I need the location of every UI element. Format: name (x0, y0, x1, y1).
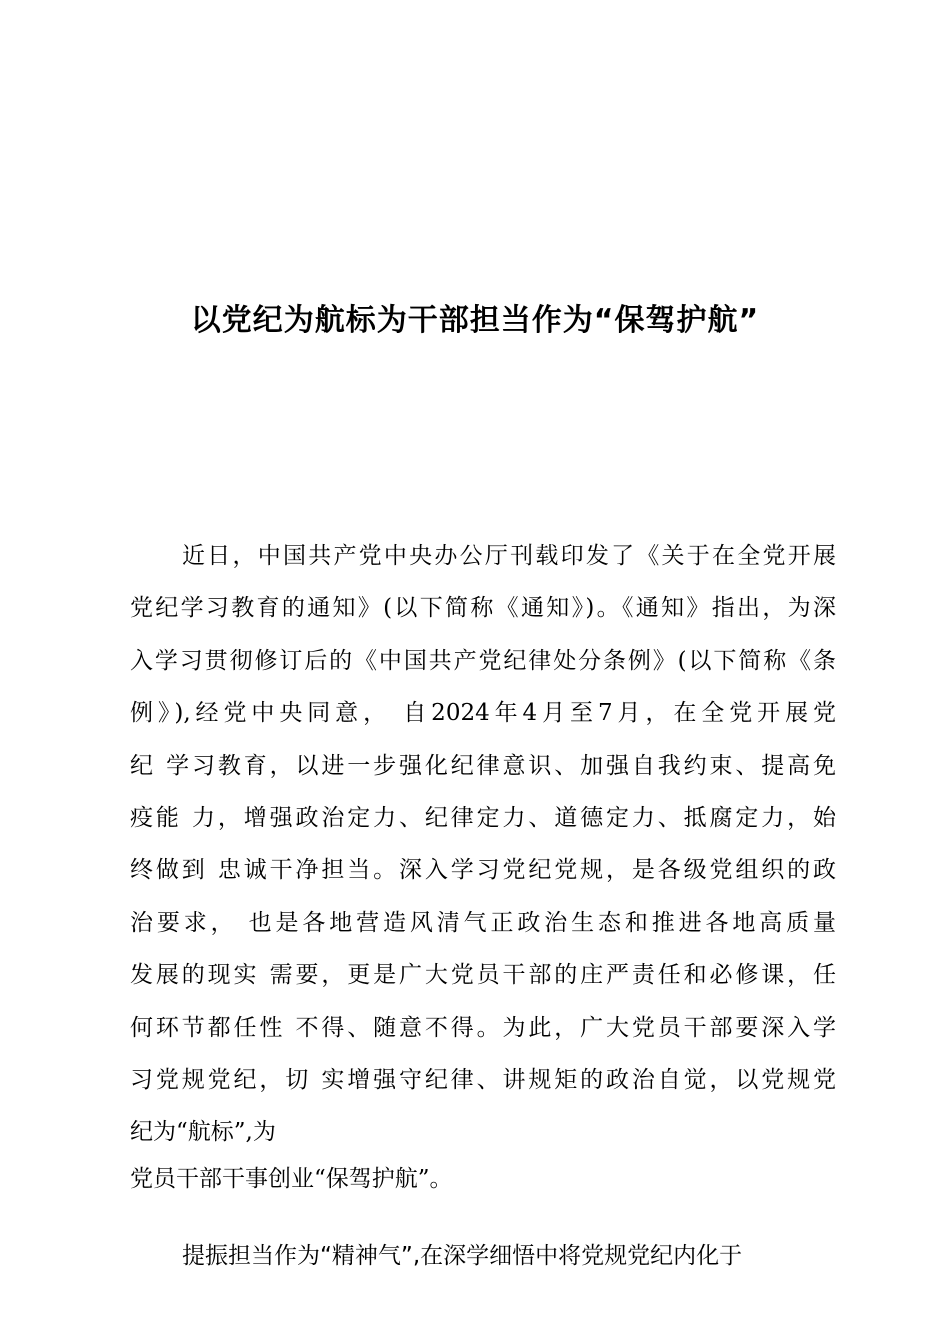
document-title: 以党纪为航标为干部担当作为“保驾护航” (190, 303, 760, 338)
paragraph-line: 近日，中国共产党中央办公厅刊载印发了《关于在全党开展 (182, 543, 836, 569)
paragraph-line: 治要求， 也是各地营造风清气正政治生态和推进各地高质量 (130, 909, 836, 936)
paragraph-line: 例》),经党中央同意， 自2024年4月至7月，在全党开展党 (130, 700, 836, 727)
paragraph-line: 纪 学习教育，以进一步强化纪律意识、加强自我约束、提高免 (130, 752, 836, 779)
section-subheading: 提振担当作为“精神气”,在深学细悟中将党规党纪内化于 (182, 1243, 743, 1269)
paragraph-line: 疫能 力，增强政治定力、纪律定力、道德定力、抵腐定力，始 (130, 804, 836, 831)
paragraph-line: 终做到 忠诚干净担当。深入学习党纪党规，是各级党组织的政 (130, 857, 836, 884)
paragraph-line: 何环节都任性 不得、随意不得。为此，广大党员干部要深入学 (130, 1014, 836, 1041)
paragraph-tail-line: 党员干部干事创业“保驾护航”。 (130, 1166, 453, 1192)
paragraph-line: 习党规党纪，切 实增强守纪律、讲规矩的政治自觉，以党规党 (130, 1066, 836, 1093)
paragraph-line: 纪为“航标”,为 (130, 1119, 276, 1146)
paragraph-line: 发展的现实 需要，更是广大党员干部的庄严责任和必修课，任 (130, 962, 836, 989)
paragraph-line: 入学习贯彻修订后的《中国共产党纪律处分条例》(以下简称《条 (130, 647, 836, 674)
body-paragraph (130, 530, 836, 1159)
paragraph-line: 党纪学习教育的通知》(以下简称《通知》)。《通知》指出，为深 (130, 595, 836, 622)
